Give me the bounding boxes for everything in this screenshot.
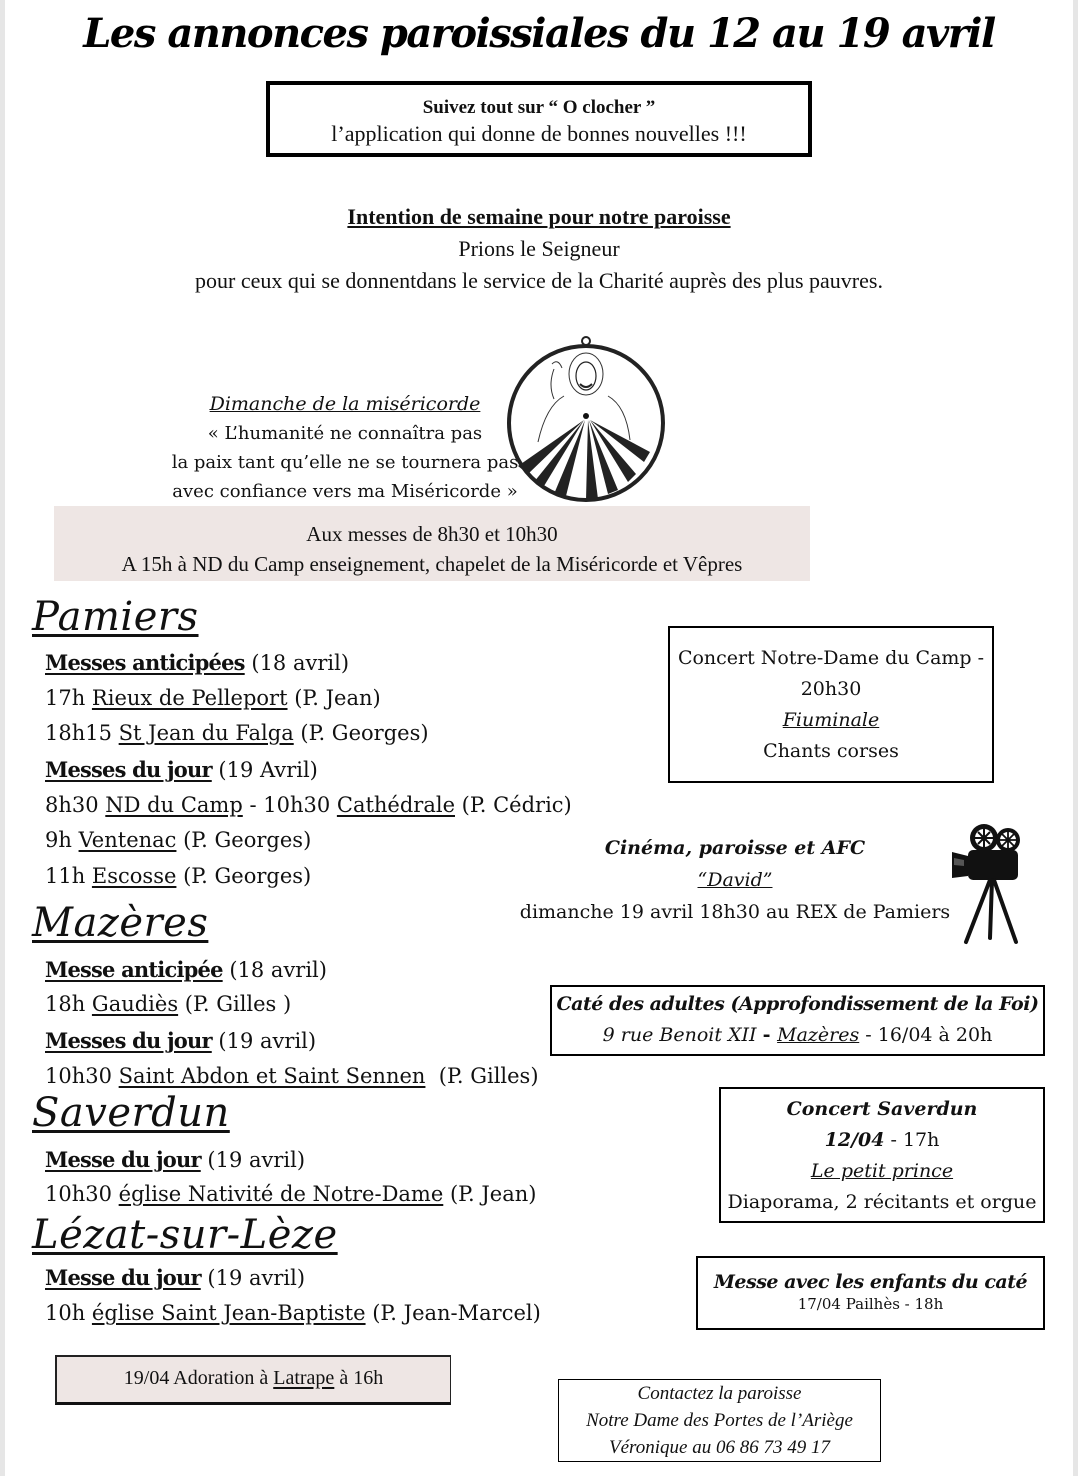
misericorde-info-line2: A 15h à ND du Camp enseignement, chapelet de la Miséricorde et Vêpres <box>121 552 743 576</box>
schedule-line <box>45 957 327 982</box>
concert-saverdun-heading: Concert Saverdun <box>786 1098 978 1120</box>
concert-saverdun-desc: Diaporama, 2 récitants et orgue <box>727 1191 1037 1213</box>
schedule-line <box>45 1182 536 1206</box>
mass-place: St Jean du Falga <box>118 721 294 745</box>
concert-ndc-desc: Chants corses <box>763 740 899 762</box>
mass-time: 18h <box>45 992 92 1016</box>
misericorde-quote-line: la paix tant qu’elle ne se tournera pas <box>171 452 519 473</box>
mass-time: 10h <box>45 1301 92 1325</box>
divine-mercy-medallion-icon <box>504 334 668 504</box>
schedule-date: (19 avril) <box>200 1148 306 1172</box>
schedule-line <box>45 721 429 745</box>
city-heading-pamiers: Pamiers <box>32 594 199 640</box>
schedule-heading: Messes du jour <box>45 757 212 782</box>
intention-line2: pour ceux qui se donnentdans le service de la Charité auprès des plus pauvres. <box>195 268 883 293</box>
schedule-heading: Messes du jour <box>45 1028 212 1053</box>
misericorde-section <box>160 390 530 506</box>
cinema-film-title: “David” <box>697 869 773 891</box>
adoration-time: à 16h <box>334 1367 384 1389</box>
messe-enfants-heading: Messe avec les enfants du caté <box>713 1271 1028 1293</box>
app-promo-box <box>266 81 812 157</box>
mass-time: 18h15 <box>45 721 119 745</box>
schedule-heading: Messe du jour <box>45 1147 201 1172</box>
mass-place: Rieux de Pelleport <box>91 686 288 710</box>
city-heading-lezat: Lézat-sur-Lèze <box>32 1212 338 1258</box>
concert-ndc-title: Concert Notre-Dame du Camp - <box>677 647 985 669</box>
schedule-line <box>45 1265 305 1290</box>
misericorde-heading: Dimanche de la miséricorde <box>209 393 481 415</box>
schedule-line <box>45 1147 305 1172</box>
concert-saverdun-box <box>719 1087 1045 1223</box>
adoration-place: Latrape <box>273 1367 335 1389</box>
mass-place: Cathédrale <box>336 793 455 817</box>
mass-time: - 10h30 <box>242 793 337 817</box>
schedule-line <box>45 686 381 710</box>
cinema-when: dimanche 19 avril 18h30 au REX de Pamiers <box>519 901 951 923</box>
mass-time: 9h <box>45 828 79 852</box>
cate-adultes-heading: Caté des adultes (Approfondissement de la Foi) <box>556 993 1039 1015</box>
schedule-line <box>45 992 291 1016</box>
city-heading-saverdun: Saverdun <box>32 1090 230 1136</box>
mass-place: église Nativité de Notre-Dame <box>118 1182 444 1206</box>
mass-place: Gaudiès <box>91 992 179 1016</box>
mass-place: ND du Camp <box>105 793 243 817</box>
adoration-box <box>55 1355 451 1405</box>
mass-priest: (P. Jean) <box>287 686 381 710</box>
schedule-line <box>45 1028 316 1053</box>
schedule-line <box>45 1064 539 1088</box>
mass-priest: (P. Georges) <box>176 828 312 852</box>
concert-saverdun-time: - 17h <box>884 1129 940 1151</box>
movie-camera-icon <box>948 820 1028 946</box>
contact-heading: Contactez la paroisse <box>637 1383 802 1404</box>
schedule-line <box>45 864 311 888</box>
mass-priest: (P. Gilles ) <box>178 992 292 1016</box>
mass-time: 11h <box>45 864 92 888</box>
cate-address: 9 rue Benoit XII <box>602 1024 763 1046</box>
schedule-line <box>45 828 311 852</box>
mass-time: 8h30 <box>45 793 106 817</box>
separator: - <box>762 1024 778 1046</box>
contact-box <box>558 1379 881 1462</box>
cate-when: - 16/04 à 20h <box>859 1024 993 1046</box>
cinema-heading: Cinéma, paroisse et AFC <box>604 837 866 859</box>
app-promo-line1: Suivez tout sur “ O clocher ” <box>422 97 656 118</box>
concert-ndc-group: Fiuminale <box>782 709 880 731</box>
app-promo-line2: l’application qui donne de bonnes nouvelles !!! <box>331 121 747 146</box>
schedule-heading: Messe du jour <box>45 1265 201 1290</box>
schedule-heading: Messes anticipées <box>45 650 245 675</box>
contact-phone: Véronique au 06 86 73 49 17 <box>609 1437 830 1458</box>
mass-time: 17h <box>45 686 92 710</box>
mass-priest: (P. Georges) <box>176 864 312 888</box>
mass-priest: (P. Cédric) <box>455 793 572 817</box>
messe-enfants-box <box>696 1256 1045 1330</box>
concert-ndc-time: 20h30 <box>800 678 862 700</box>
schedule-line <box>45 793 572 817</box>
mass-place: église Saint Jean-Baptiste <box>91 1301 366 1325</box>
messe-enfants-detail: 17/04 Pailhès - 18h <box>797 1295 944 1313</box>
schedule-heading: Messe anticipée <box>45 957 223 982</box>
misericorde-info-line1: Aux messes de 8h30 et 10h30 <box>306 522 558 546</box>
mass-place: Ventenac <box>78 828 177 852</box>
mass-place: Escosse <box>91 864 177 888</box>
misericorde-info-box <box>54 506 810 581</box>
concert-ndc-box <box>668 626 994 783</box>
cate-adultes-box <box>550 985 1045 1056</box>
misericorde-quote-line: « L’humanité ne connaîtra pas <box>207 423 483 444</box>
mass-priest: (P. Gilles) <box>425 1064 539 1088</box>
schedule-date: (19 avril) <box>211 1029 317 1053</box>
intention-line1: Prions le Seigneur <box>458 236 620 261</box>
schedule-date: (19 avril) <box>200 1266 306 1290</box>
schedule-line <box>45 650 349 675</box>
mass-priest: (P. Georges) <box>293 721 429 745</box>
weekly-intention <box>0 204 1078 294</box>
mass-place: Saint Abdon et Saint Sennen <box>118 1064 426 1088</box>
misericorde-quote-line: avec confiance vers ma Miséricorde » <box>172 481 518 502</box>
schedule-line <box>45 1301 541 1325</box>
schedule-date: (19 Avril) <box>211 758 318 782</box>
city-heading-mazeres: Mazères <box>32 900 209 946</box>
schedule-date: (18 avril) <box>244 651 350 675</box>
mass-priest: (P. Jean-Marcel) <box>365 1301 541 1325</box>
adoration-date: 19/04 Adoration à <box>123 1367 274 1389</box>
concert-saverdun-title: Le petit prince <box>810 1160 954 1182</box>
cinema-announcement <box>515 832 955 928</box>
intention-heading: Intention de semaine pour notre paroisse <box>347 204 731 229</box>
schedule-date: (18 avril) <box>222 958 327 982</box>
cate-town: Mazères <box>777 1024 860 1046</box>
concert-saverdun-date: 12/04 <box>824 1129 885 1151</box>
schedule-line <box>45 757 318 782</box>
mass-priest: (P. Jean) <box>443 1182 537 1206</box>
page-title: Les annonces paroissiales du 12 au 19 avril <box>83 10 995 57</box>
mass-time: 10h30 <box>45 1064 119 1088</box>
mass-time: 10h30 <box>45 1182 119 1206</box>
contact-parish: Notre Dame des Portes de l’Ariège <box>586 1410 853 1431</box>
